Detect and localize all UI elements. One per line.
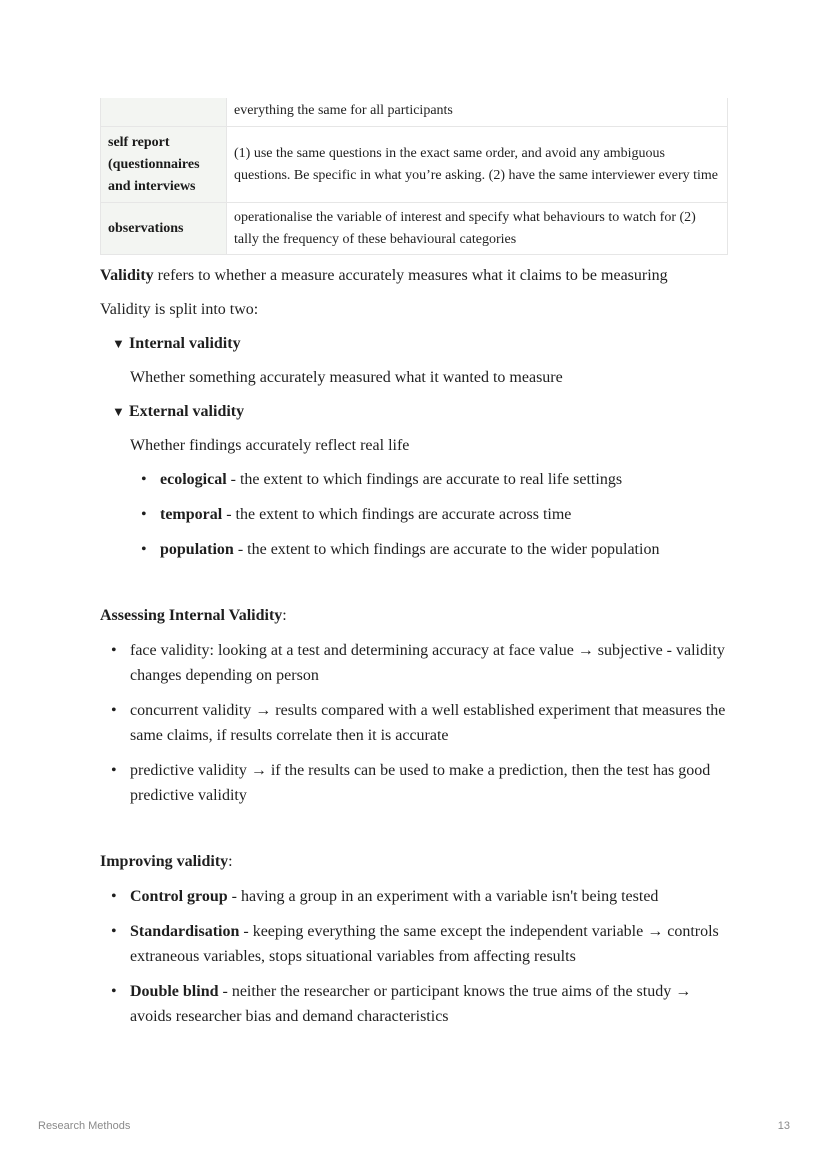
list-item [100, 502, 728, 527]
item-term: Double blind [130, 983, 219, 1000]
table-row [101, 203, 728, 255]
table-row-body: everything the same for all participants [227, 98, 728, 127]
list-item [100, 698, 728, 748]
table-row-header: observations [101, 203, 227, 255]
list-item [100, 467, 728, 492]
item-term: Control group [130, 888, 228, 905]
improving-heading [100, 851, 728, 873]
bullet-icon: • [111, 923, 117, 940]
external-validity-types [100, 467, 728, 562]
bullet-icon: • [141, 541, 147, 558]
assessing-list [100, 638, 728, 808]
toggle-body: Whether something accurately measured what it wanted to measure [130, 369, 563, 386]
toggle-external-validity [112, 401, 728, 457]
toggle-header[interactable] [112, 401, 728, 423]
triangle-down-icon[interactable]: ▼ [112, 336, 125, 351]
bullet-icon: • [111, 983, 117, 1000]
item-term: Standardisation [130, 923, 240, 940]
heading-colon: : [228, 853, 233, 870]
assessing-heading-text: Assessing Internal Validity [100, 607, 283, 624]
item-text: concurrent validity → results compared with a well established experiment that measures the same claims, if results correlate then it is accurate [130, 702, 726, 744]
list-item [100, 758, 728, 808]
bullet-icon: • [111, 762, 117, 779]
bullet-icon: • [111, 702, 117, 719]
table-row-header: self report (questionnaires and interviews [101, 127, 227, 203]
split-intro: Validity is split into two: [100, 301, 259, 318]
list-item [100, 919, 728, 969]
table-row [101, 98, 728, 127]
validity-definition [100, 265, 728, 287]
table-row [101, 127, 728, 203]
bullet-icon: • [141, 506, 147, 523]
toggle-body: Whether findings accurately reflect real life [130, 437, 410, 454]
item-text: - the extent to which findings are accurate to the wider population [233, 541, 660, 558]
footer-title: Research Methods [38, 1120, 131, 1132]
table-row-header [101, 98, 227, 127]
improving-heading-text: Improving validity [100, 853, 229, 870]
item-text: - keeping everything the same except the independent variable → controls extraneous variables, stops situational variables from affecting results [130, 923, 719, 965]
standardisation-table [100, 98, 728, 255]
table-row-body: operationalise the variable of interest and specify what behaviours to watch for (2) tally the frequency of these behavioural categories [227, 203, 728, 255]
assessing-heading [100, 605, 728, 627]
toggle-header[interactable] [112, 333, 728, 355]
page-content [100, 98, 728, 1029]
page-number: 13 [777, 1120, 790, 1132]
item-text: predictive validity → if the results can be used to make a prediction, then the test has good predictive validity [130, 762, 711, 804]
validity-term: Validity [100, 267, 154, 284]
toggle-title: External validity [129, 403, 245, 420]
toggle-internal-validity [112, 333, 728, 389]
bullet-icon: • [111, 888, 117, 905]
list-item [100, 638, 728, 688]
bullet-icon: • [141, 471, 147, 488]
triangle-down-icon[interactable]: ▼ [112, 404, 125, 419]
validity-definition-text: refers to whether a measure accurately measures what it claims to be measuring [153, 267, 668, 284]
item-term: temporal [160, 506, 223, 523]
item-text: - neither the researcher or participant knows the true aims of the study → avoids researcher bias and demand characteristics [130, 983, 692, 1025]
list-item [100, 979, 728, 1029]
toggle-title: Internal validity [129, 335, 241, 352]
table-row-body: (1) use the same questions in the exact same order, and avoid any ambiguous questions. Be specific in what you’re asking. (2) have the same interviewer every time [227, 127, 728, 203]
improving-list [100, 884, 728, 1029]
item-text: face validity: looking at a test and determining accuracy at face value → subjective - validity changes depending on person [130, 642, 725, 684]
item-text: - the extent to which findings are accurate to real life settings [226, 471, 623, 488]
heading-colon: : [282, 607, 287, 624]
bullet-icon: • [111, 642, 117, 659]
item-term: ecological [160, 471, 227, 488]
list-item [100, 884, 728, 909]
item-text: - having a group in an experiment with a variable isn't being tested [227, 888, 659, 905]
list-item [100, 537, 728, 562]
item-text: - the extent to which findings are accurate across time [222, 506, 572, 523]
item-term: population [160, 541, 234, 558]
